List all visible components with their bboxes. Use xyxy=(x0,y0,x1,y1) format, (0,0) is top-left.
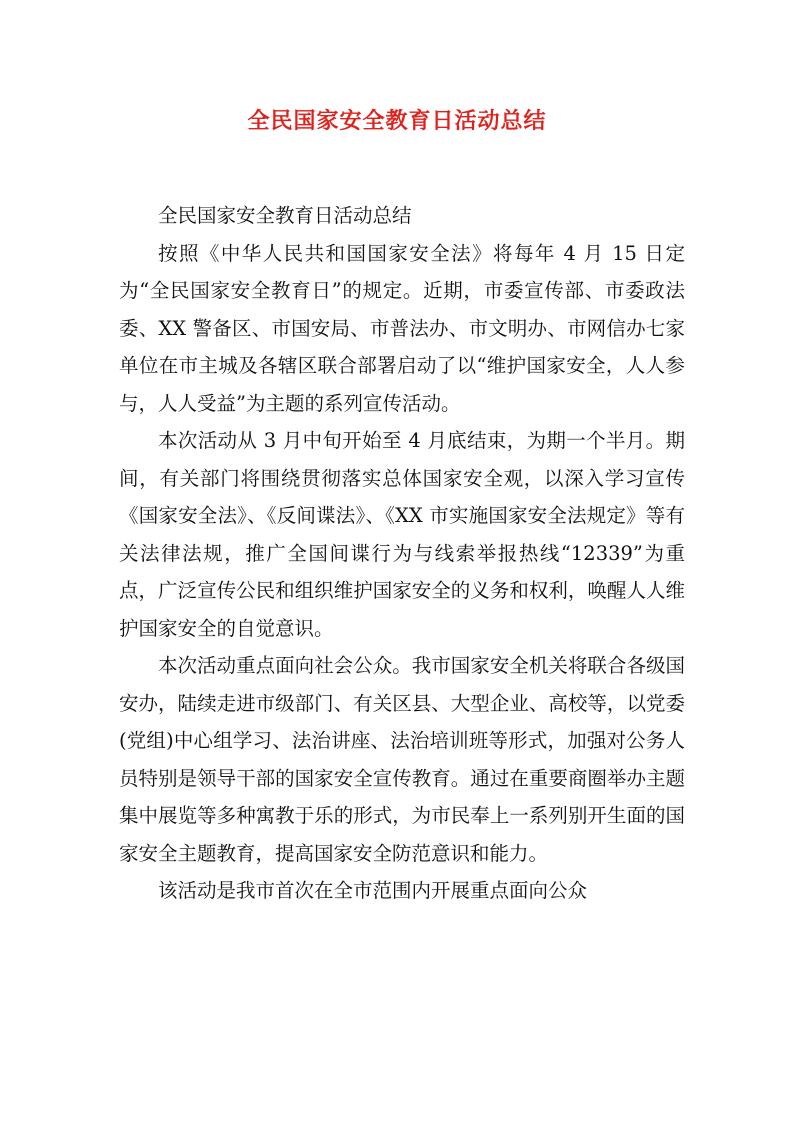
document-body xyxy=(119,197,685,910)
paragraph: 按照《中华人民共和国国家安全法》将每年 4 月 15 日定为“全民国家安全教育日”的规定。近期，市委宣传部、市委政法委、XX 警备区、市国安局、市普法办、市文明办、市网信办七家单位在市主城及各辖区联合部署启动了以“维护国家安全，人人参与，人人受益”为主题的系列宣传活动。 xyxy=(119,241,685,415)
document-subtitle: 全民国家安全教育日活动总结 xyxy=(158,204,412,227)
paragraph: 本次活动从 3 月中旬开始至 4 月底结束，为期一个半月。期间，有关部门将围绕贯彻落实总体国家安全观，以深入学习宣传《国家安全法》、《反间谍法》、《XX 市实施国家安全法规定》等有关法律法规，推广全国间谍行为与线索举报热线“12339”为重点，广泛宣传公民和组织维护国家安全的义务和权利，唤醒人人维护国家安全的自觉意识。 xyxy=(119,429,685,640)
paragraph: 本次活动重点面向社会公众。我市国家安全机关将联合各级国安办，陆续走进市级部门、有关区县、大型企业、高校等，以党委(党组)中心组学习、法治讲座、法治培训班等形式，加强对公务人员特别是领导干部的国家安全宣传教育。通过在重要商圈举办主题集中展览等多种寓教于乐的形式，为市民奉上一系列别开生面的国家安全主题教育，提高国家安全防范意识和能力。 xyxy=(119,654,685,865)
document-title: 全民国家安全教育日活动总结 xyxy=(247,108,547,134)
paragraph: 该活动是我市首次在全市范围内开展重点面向公众 xyxy=(158,879,588,902)
